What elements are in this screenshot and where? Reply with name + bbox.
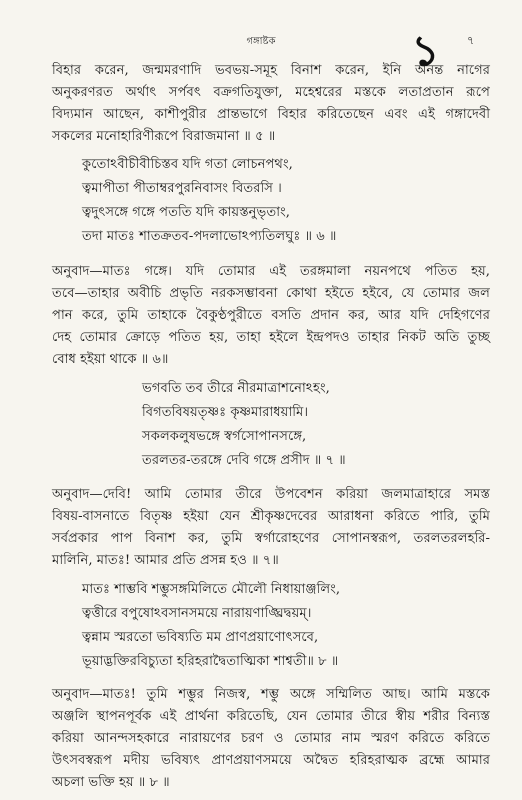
verse-8 bbox=[82, 578, 502, 674]
page-number: ৭ bbox=[467, 34, 475, 47]
text-line: অনুবাদ—মাতঃ! তুমি শম্ভুর নিজস্ব, শম্ভু অঙ্গে সম্মিলিত আছ। আমি মস্তকে bbox=[52, 687, 490, 702]
verse-7 bbox=[142, 377, 502, 473]
text-line: মালিনি, মাতঃ! আমার প্রতি প্রসন্ন হও ॥ ৭॥ bbox=[52, 553, 279, 568]
text-line: অঞ্জলি স্থাপনপূর্বক এই প্রার্থনা করিতেছি, যেন তোমার তীরে স্বীয় শরীর বিন্যস্ত bbox=[52, 709, 490, 724]
verse-line: বিগতবিষয়তৃষ্ণঃ কৃষ্ণমারাধয়ামি। bbox=[142, 405, 309, 420]
translation-6 bbox=[52, 261, 490, 371]
verse-line: সকলকলুষভঙ্গে স্বর্গসোপানসঙ্গে, bbox=[142, 429, 307, 444]
text-line: পান করে, তুমি তাহাকে বৈকুণ্ঠপুরীতে বসতি প্রদান কর, আর যদি দেহিগণের bbox=[52, 308, 490, 323]
verse-line: ত্বত্তীরে বপুষোঽবসানসময়ে নারায়ণাঙ্ঘ্রিদ্বয়ম্। bbox=[82, 606, 312, 621]
paragraph-commentary-5 bbox=[52, 60, 490, 148]
text-line: অনুবাদ—দেবি! আমি তোমার তীরে উপবেশন করিয়া জলমাত্রাহারে সমস্ত bbox=[52, 487, 490, 502]
verse-6 bbox=[82, 153, 502, 249]
verse-line: ভূয়াদ্ভক্তিরবিচ্যুতা হরিহরাদ্বৈতাত্মিকা শাশ্বতী॥ ৮ ॥ bbox=[82, 654, 339, 669]
text-line: অনুকরণরত অর্থাৎ সর্পবৎ বক্রগতিযুক্তা, মহেশ্বরের মস্তকে লতাপ্রতান রূপে bbox=[52, 85, 490, 100]
text-line: উৎসবস্বরূপ মদীয় ভবিষ্যৎ প্রাণপ্রয়াণসময়ে অদ্বৈত হরিহরাত্মক ব্রহ্মে আমার bbox=[52, 753, 490, 768]
text-line: বোধ হইয়া থাকে ॥ ৬॥ bbox=[52, 352, 169, 367]
translation-8 bbox=[52, 684, 490, 794]
text-line: বিহার করেন, জন্মমরণাদি ভবভয়-সমূহ বিনাশ করেন, ইনি অনন্ত নাগের bbox=[52, 63, 490, 78]
verse-line: ত্বদুৎসঙ্গে গঙ্গে পততি যদি কায়স্তনুভৃতাং, bbox=[82, 205, 290, 220]
text-line: করিয়া আনন্দসহকারে নারায়ণের চরণ ও তোমার নাম স্মরণ করিতে করিতে bbox=[52, 731, 490, 746]
text-line: অচলা ভক্তি হয় ॥ ৮ ॥ bbox=[52, 775, 170, 790]
verse-line: তদা মাতঃ শাতক্রতব-পদলাভোঽপ্যতিলঘুঃ ॥ ৬ ॥ bbox=[82, 229, 337, 244]
text-line: বিষয়-বাসনাতে বিতৃষ্ণ হইয়া যেন শ্রীকৃষ্ণদেবের আরাধনা করিতে পারি, তুমি bbox=[52, 509, 490, 524]
verse-line: মাতঃ শাম্ভবি শম্ভুসঙ্গমিলিতে মৌলৌ নিধায়াঞ্জলিং, bbox=[82, 582, 341, 597]
verse-line: ভগবতি তব তীরে নীরমাত্রাশনোঽহং, bbox=[142, 381, 330, 396]
verse-line: কুতোঽবীচীবীচিস্তব যদি গতা লোচনপথং, bbox=[82, 157, 293, 172]
text-line: সর্বপ্রকার পাপ বিনাশ কর, তুমি স্বর্গারোহণের সোপানস্বরূপ, তরলতরলহরি- bbox=[52, 531, 490, 546]
text-line: সকলের মনোহারিণীরূপে বিরাজমানা ॥ ৫ ॥ bbox=[52, 129, 276, 144]
text-line: দেহ তোমার ক্রোড়ে পতিত হয়, তাহা হইলে ইন্দ্রপদও তাহার নিকট অতি তুচ্ছ bbox=[52, 330, 490, 345]
verse-line: তরলতর-তরঙ্গে দেবি গঙ্গে প্রসীদ ॥ ৭ ॥ bbox=[142, 453, 346, 468]
verse-line: ত্বন্নাম স্মরতো ভবিষ্যতি মম প্রাণপ্রয়াণোৎসবে, bbox=[82, 630, 319, 645]
translation-7 bbox=[52, 484, 490, 572]
text-line: অনুবাদ—মাতঃ গঙ্গে। যদি তোমার এই তরঙ্গমালা নয়নপথে পতিত হয়, bbox=[52, 264, 490, 279]
text-line: তবে—তাহার অবীচি প্রভৃতি নরকসম্ভাবনা কোথা হইতে হইবে, যে তোমার জল bbox=[52, 286, 490, 301]
text-line: বিদ্যমান আছেন, কাশীপুরীর প্রান্তভাগে বিহার করিতেছেন এবং এই গঙ্গাদেবী bbox=[52, 107, 490, 122]
running-title: গঙ্গাষ্টক bbox=[246, 36, 276, 47]
handwritten-page-number: ১ bbox=[410, 25, 441, 76]
verse-line: ত্বমাপীতা পীতাম্বরপুরনিবাসং বিতরসি । bbox=[82, 181, 282, 196]
